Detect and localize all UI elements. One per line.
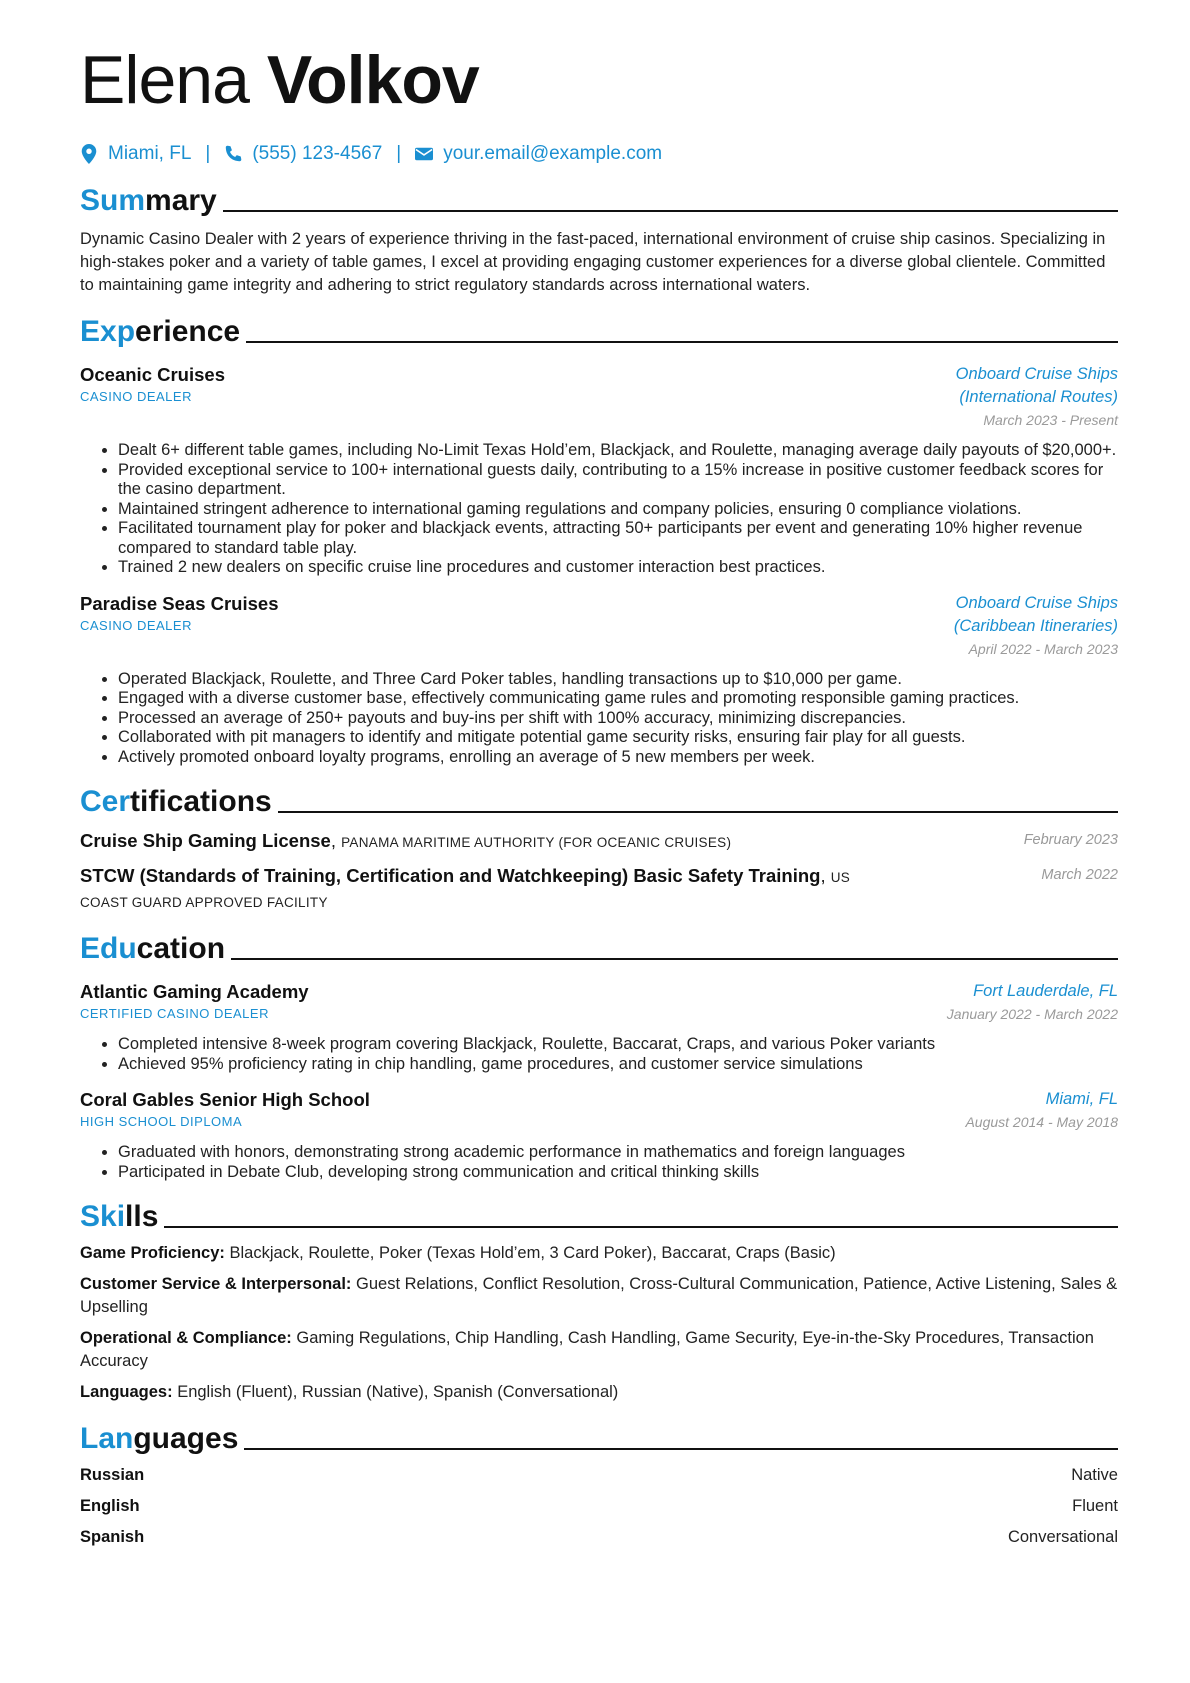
bullet-list [80, 670, 1118, 768]
contact-phone[interactable]: (555) 123-4567 [252, 143, 383, 164]
language-level: Native [1071, 1466, 1118, 1484]
bullet-list [80, 1035, 1118, 1074]
language-name: Russian [80, 1466, 145, 1484]
first-name: Elena [80, 42, 249, 118]
certification-item: STCW (Standards of Training, Certification and Watchkeeping) Basic Safety Training, US COAST GUARD APPROVED FACILITY March 2022 [80, 864, 1118, 914]
company-name: Paradise Seas Cruises [80, 592, 279, 614]
school-name: Atlantic Gaming Academy [80, 981, 309, 1002]
certification-date: February 2023 [1023, 832, 1118, 848]
bullet-item: • Dealt 6+ different table games, including No-Limit Texas Hold’em, Blackjack, and Roulette, managing average daily payouts of $20,000+. [118, 441, 1118, 461]
education-heading: Education [80, 932, 1118, 966]
bullet-item: • Participated in Debate Club, developing strong communication and critical thinking skills [118, 1163, 1118, 1183]
bullet-item: • Engaged with a diverse customer base, effectively communicating game rules and promoting responsible gaming practices. [118, 689, 1118, 709]
bullet-item: • Completed intensive 8-week program covering Blackjack, Roulette, Baccarat, Craps, and various Poker variants [118, 1035, 1118, 1055]
contact-bar [80, 142, 1118, 166]
bullet-item: • Provided exceptional service to 100+ international guests daily, contributing to a 15% increase in positive customer feedback scores for the casino department. [118, 461, 1118, 500]
section-rule [246, 341, 1118, 343]
language-row [80, 1464, 1118, 1487]
certification-issuer: PANAMA MARITIME AUTHORITY (FOR OCEANIC CRUISES) [341, 835, 732, 850]
certification-title: STCW (Standards of Training, Certification and Watchkeeping) Basic Safety Training [80, 865, 821, 886]
certification-item: Cruise Ship Gaming License, PANAMA MARITIME AUTHORITY (FOR OCEANIC CRUISES) February 2023 [80, 829, 1118, 854]
job-dates: April 2022 - March 2023 [968, 640, 1118, 657]
skill-category: Operational & Compliance: [80, 1329, 292, 1347]
skills-heading: Skills [80, 1200, 1118, 1234]
language-row [80, 1495, 1118, 1518]
contact-separator: | [396, 143, 402, 164]
skill-values: English (Fluent), Russian (Native), Spanish (Conversational) [172, 1383, 619, 1401]
job-location: Onboard Cruise Ships (Caribbean Itineraries) [953, 593, 1118, 635]
skill-row [80, 1273, 1118, 1319]
experience-item [80, 363, 1118, 578]
bullet-item: • Achieved 95% proficiency rating in chip handling, game procedures, and customer service simulations [118, 1055, 1118, 1075]
degree: HIGH SCHOOL DIPLOMA [80, 1114, 243, 1129]
bullet-item: • Processed an average of 250+ payouts and buy-ins per shift with 100% accuracy, minimizing discrepancies. [118, 709, 1118, 729]
bullet-item: • Collaborated with pit managers to identify and mitigate potential game security risks, ensuring fair play for all guests. [118, 728, 1118, 748]
summary-heading: Summary [80, 184, 1118, 218]
contact-email[interactable]: your.email@example.com [443, 143, 663, 164]
bullet-item: • Actively promoted onboard loyalty programs, enrolling an average of 5 new members per week. [118, 748, 1118, 768]
summary-text: Dynamic Casino Dealer with 2 years of experience thriving in the fast-paced, international environment of cruise ship casinos. Specializing in high-stakes poker and a variety of table games, I excel at providing engaging customer experiences for a diverse global clientele. Committed to maintaining game integrity and adhering to strict regulatory standards across international waters. [80, 230, 1106, 294]
language-row [80, 1526, 1118, 1549]
section-rule [223, 210, 1118, 212]
skill-values: Blackjack, Roulette, Poker (Texas Hold’em, 3 Card Poker), Baccarat, Craps (Basic) [224, 1244, 836, 1262]
job-role: CASINO DEALER [80, 617, 192, 633]
skill-values: Guest Relations, Conflict Resolution, Cross-Cultural Communication, Patience, Active Listening, Sales & Upselling [80, 1275, 1118, 1316]
experience-heading: Experience [80, 315, 1118, 349]
school-name: Coral Gables Senior High School [80, 1089, 370, 1110]
section-rule [278, 811, 1118, 813]
section-rule [244, 1448, 1118, 1450]
skill-values: Gaming Regulations, Chip Handling, Cash Handling, Game Security, Eye-in-the-Sky Procedures, Transaction Accuracy [80, 1329, 1094, 1370]
certification-issuer: US COAST GUARD APPROVED FACILITY [80, 870, 851, 910]
company-name: Oceanic Cruises [80, 364, 225, 385]
last-name: Volkov [266, 42, 479, 118]
bullet-item: • Facilitated tournament play for poker and blackjack events, attracting 50+ participants per event and generating 10% higher revenue compared to standard table play. [118, 519, 1118, 558]
bullet-item: • Operated Blackjack, Roulette, and Three Card Poker tables, handling transactions up to $10,000 per game. [118, 670, 1118, 690]
skill-category: Customer Service & Interpersonal: [80, 1275, 352, 1293]
phone-icon [224, 144, 242, 164]
school-location: Fort Lauderdale, FL [973, 982, 1118, 1000]
envelope-icon [415, 144, 433, 164]
skill-category: Languages: [80, 1383, 173, 1401]
bullet-item: • Maintained stringent adherence to international gaming regulations and company policies, ensuring 0 compliance violations. [118, 500, 1118, 520]
language-name: Spanish [80, 1528, 145, 1546]
certifications-heading: Certifications [80, 785, 1118, 819]
skill-category: Game Proficiency: [80, 1244, 225, 1262]
education-item [80, 980, 1118, 1074]
certification-date: March 2022 [1041, 867, 1118, 883]
job-dates: March 2023 - Present [983, 412, 1118, 428]
job-location: Onboard Cruise Ships (International Routes) [955, 365, 1118, 406]
skill-row [80, 1242, 1118, 1265]
language-name: English [80, 1497, 140, 1515]
education-item [80, 1088, 1118, 1182]
experience-item [80, 592, 1118, 768]
job-role: CASINO DEALER [80, 389, 192, 404]
map-pin-icon [80, 144, 98, 164]
school-dates: January 2022 - March 2022 [946, 1006, 1118, 1022]
bullet-list [80, 441, 1118, 578]
section-rule [164, 1226, 1118, 1228]
languages-heading: Languages [80, 1422, 1118, 1456]
skill-row [80, 1381, 1118, 1404]
bullet-item: • Trained 2 new dealers on specific cruise line procedures and customer interaction best practices. [118, 558, 1118, 578]
contact-separator: | [205, 143, 211, 164]
skill-row [80, 1327, 1118, 1373]
degree: CERTIFIED CASINO DEALER [80, 1006, 269, 1021]
language-level: Fluent [1072, 1497, 1118, 1515]
school-location: Miami, FL [1045, 1090, 1118, 1108]
candidate-name [80, 40, 1118, 120]
bullet-list [80, 1143, 1118, 1182]
bullet-item: • Graduated with honors, demonstrating strong academic performance in mathematics and foreign languages [118, 1143, 1118, 1163]
section-rule [231, 958, 1118, 960]
certification-title: Cruise Ship Gaming License [80, 830, 331, 851]
contact-location: Miami, FL [108, 143, 192, 164]
school-dates: August 2014 - May 2018 [965, 1114, 1118, 1130]
language-level: Conversational [1007, 1528, 1118, 1546]
